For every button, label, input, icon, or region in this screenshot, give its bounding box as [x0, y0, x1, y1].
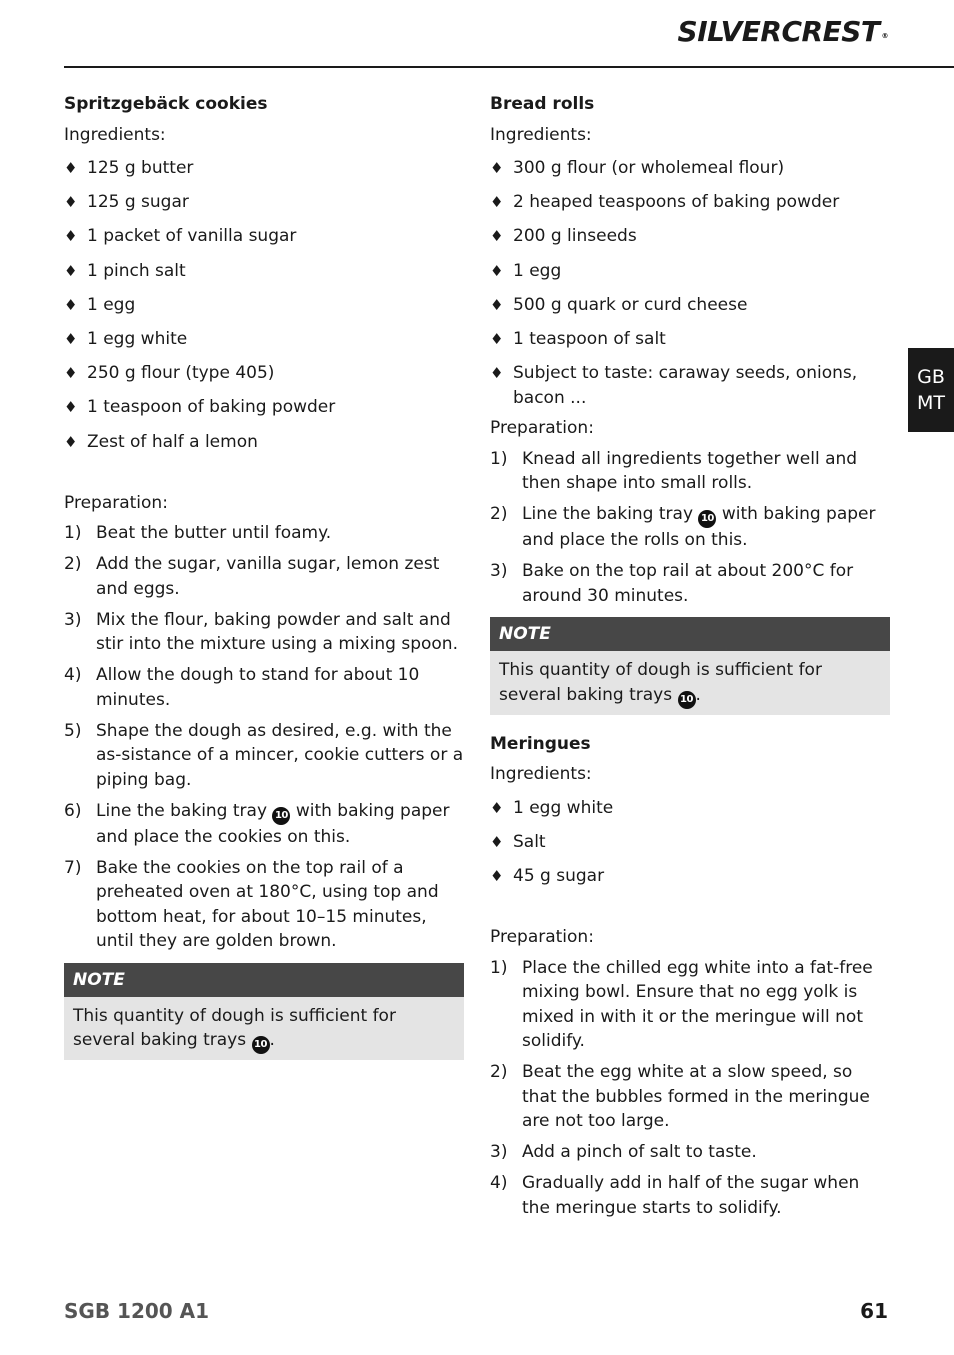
bullet-icon: ♦ [64, 295, 78, 314]
spritz-note-box [64, 963, 464, 1061]
ingredient-text: 250 g flour (type 405) [87, 363, 275, 384]
bullet-icon: ♦ [490, 867, 504, 885]
meringues-section [490, 732, 890, 1221]
step-item [490, 559, 890, 608]
bullet-icon: ♦ [490, 832, 504, 851]
bullet-icon: ♦ [64, 261, 78, 280]
language-code-mt: MT [917, 392, 945, 414]
footer-model-number: SGB 1200 A1 [64, 1299, 210, 1323]
registered-mark: ® [881, 32, 888, 40]
note-heading: NOTE [64, 963, 464, 997]
ingredient-text: Salt [513, 831, 546, 852]
step-item [64, 521, 464, 546]
step-item [490, 502, 890, 553]
spritz-title: Spritzgebäck cookies [64, 94, 268, 114]
brand-logo [677, 15, 888, 48]
step-number: 3) [490, 1142, 508, 1163]
bullet-icon: ♦ [64, 364, 78, 383]
header-rule [64, 66, 954, 68]
step-text: Shape the dough as desired, e.g. with the as-sistance of a mincer, cookie cutters or a piping bag. [96, 720, 464, 790]
ingredient-text: 2 heaped teaspoons of baking powder [513, 192, 840, 213]
page-number: 61 [860, 1299, 888, 1323]
bullet-icon: ♦ [490, 193, 504, 212]
spritz-ingredients-label: Ingredients: [64, 124, 166, 145]
ingredient-text: 200 g linseeds [513, 226, 637, 247]
step-text: Bake on the top rail at about 200°C for around 30 minutes. [522, 561, 854, 606]
bullet-icon: ♦ [64, 432, 78, 451]
ingredient-item [64, 293, 464, 318]
ingredient-item [490, 259, 890, 284]
bullet-icon: ♦ [490, 295, 504, 314]
ingredient-text: Subject to taste: caraway seeds, onions, bacon ... [513, 363, 858, 408]
step-item [64, 719, 464, 793]
step-item [64, 552, 464, 601]
bullet-icon: ♦ [490, 261, 504, 280]
bread-ingredients-label: Ingredients: [490, 124, 592, 145]
bread-preparation-label: Preparation: [490, 418, 594, 439]
ingredient-item [64, 430, 464, 455]
ingredient-text: 1 teaspoon of salt [513, 328, 666, 349]
note-end: . [269, 1030, 275, 1051]
ingredient-item [490, 224, 890, 249]
ingredient-item [64, 327, 464, 352]
step-item [64, 799, 464, 850]
ingredient-item [490, 864, 890, 889]
step-text: with baking paper and place the rolls on this. [522, 504, 876, 551]
ingredient-item [64, 190, 464, 215]
ingredient-item [490, 361, 890, 410]
meringues-preparation-label: Preparation: [490, 927, 594, 948]
bread-ingredients-list [490, 156, 890, 410]
note-text: This quantity of dough is sufficient for several baking trays [73, 1005, 396, 1051]
ingredient-item [64, 361, 464, 386]
step-number: 6) [64, 800, 82, 821]
step-item [490, 1171, 890, 1220]
bread-note-box [490, 617, 890, 715]
bullet-icon: ♦ [64, 193, 78, 212]
ingredient-item [490, 830, 890, 855]
ingredient-text: 1 egg [513, 260, 562, 281]
baking-tray-number-badge: 10 [252, 1036, 270, 1054]
step-text: Knead all ingredients together well and then shape into small rolls. [522, 448, 858, 494]
step-item [490, 447, 890, 496]
note-heading: NOTE [490, 617, 890, 651]
step-text: Add a pinch of salt to taste. [522, 1142, 757, 1163]
step-number: 3) [490, 561, 508, 582]
bullet-icon: ♦ [64, 159, 78, 177]
meringues-ingredients-label: Ingredients: [490, 764, 592, 785]
step-item [490, 956, 890, 1054]
step-item [64, 608, 464, 657]
ingredient-item [490, 156, 890, 181]
language-code-gb: GB [917, 366, 945, 388]
note-body [490, 651, 890, 715]
step-text: Allow the dough to stand for about 10 minutes. [96, 665, 420, 710]
step-number: 2) [64, 554, 82, 575]
note-text: This quantity of dough is sufficient for several baking trays [499, 660, 822, 705]
step-number: 5) [64, 720, 82, 741]
step-number: 2) [490, 504, 508, 525]
ingredient-item [64, 224, 464, 249]
ingredient-text: 1 pinch salt [87, 260, 186, 281]
spritz-steps [64, 521, 464, 954]
meringues-title: Meringues [490, 733, 591, 754]
ingredient-text: 45 g sugar [513, 866, 605, 886]
right-column [490, 92, 890, 1227]
note-end: . [695, 684, 701, 705]
ingredient-item [490, 327, 890, 352]
bullet-icon: ♦ [490, 159, 504, 177]
bullet-icon: ♦ [490, 798, 504, 817]
spritz-preparation-label: Preparation: [64, 492, 168, 513]
step-number: 3) [64, 609, 82, 630]
bullet-icon: ♦ [490, 329, 504, 348]
ingredient-item [64, 395, 464, 420]
step-number: 4) [490, 1173, 508, 1194]
left-column [64, 92, 464, 1060]
step-item [490, 1140, 890, 1165]
bread-steps [490, 447, 890, 609]
step-text: Line the baking tray [522, 504, 694, 525]
step-item [490, 1060, 890, 1134]
bullet-icon: ♦ [490, 364, 504, 383]
ingredient-text: Zest of half a lemon [87, 431, 258, 452]
step-text: Bake the cookies on the top rail of a preheated oven at 180°C, using top and bottom heat, for about 10–15 minutes, until they are golden brown. [96, 857, 439, 952]
step-text: Line the baking tray [96, 800, 268, 821]
step-text: Mix the flour, baking powder and salt and stir into the mixture using a mixing spoon. [96, 609, 458, 655]
step-number: 1) [490, 957, 508, 978]
bullet-icon: ♦ [490, 227, 504, 246]
meringues-ingredients-list [490, 796, 890, 889]
step-text: with baking paper and place the cookies on this. [96, 800, 450, 847]
step-item [64, 663, 464, 712]
step-number: 2) [490, 1062, 508, 1083]
bullet-icon: ♦ [64, 329, 78, 348]
ingredient-item [490, 190, 890, 215]
bread-title: Bread rolls [490, 94, 595, 114]
baking-tray-number-badge: 10 [272, 807, 290, 825]
ingredient-item [64, 259, 464, 284]
ingredient-text: 1 packet of vanilla sugar [87, 226, 297, 247]
ingredient-item [490, 293, 890, 318]
ingredient-text: 300 g flour (or wholemeal flour) [513, 158, 785, 178]
baking-tray-number-badge: 10 [698, 510, 716, 528]
bullet-icon: ♦ [64, 398, 78, 417]
step-item [64, 856, 464, 954]
bullet-icon: ♦ [64, 227, 78, 246]
ingredient-item [490, 796, 890, 821]
ingredient-text: 1 teaspoon of baking powder [87, 397, 336, 418]
ingredient-text: 1 egg [87, 294, 136, 315]
spritz-ingredients-list [64, 156, 464, 454]
ingredient-text: 500 g quark or curd cheese [513, 294, 748, 315]
baking-tray-number-badge: 10 [678, 691, 696, 709]
ingredient-item [64, 156, 464, 181]
step-text: Gradually add in half of the sugar when the meringue starts to solidify. [522, 1173, 860, 1218]
step-text: Beat the egg white at a slow speed, so that the bubbles formed in the meringue are not too large. [522, 1062, 870, 1132]
brand-word-2: CREST [781, 15, 880, 48]
language-tab [908, 348, 954, 432]
step-number: 1) [64, 523, 82, 544]
step-number: 4) [64, 665, 82, 686]
step-number: 7) [64, 857, 82, 878]
ingredient-text: 125 g sugar [87, 192, 189, 213]
note-body [64, 997, 464, 1061]
brand-word-1: SILVER [677, 15, 782, 48]
ingredient-text: 1 egg white [87, 328, 188, 349]
step-number: 1) [490, 448, 508, 469]
ingredient-text: 1 egg white [513, 797, 614, 818]
step-text: Add the sugar, vanilla sugar, lemon zest and eggs. [96, 554, 440, 599]
ingredient-text: 125 g butter [87, 158, 194, 178]
step-text: Place the chilled egg white into a fat-free mixing bowl. Ensure that no egg yolk is mixed in with it or the meringue will not solidify. [522, 957, 873, 1052]
meringues-steps [490, 956, 890, 1221]
step-text: Beat the butter until foamy. [96, 523, 332, 544]
